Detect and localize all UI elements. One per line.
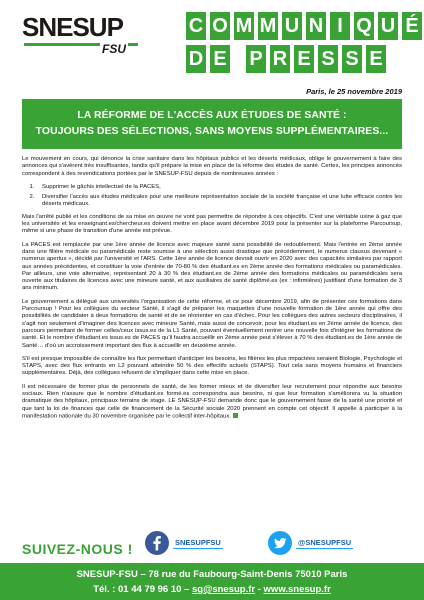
separator: - bbox=[257, 584, 261, 595]
paragraph-flux: S'il est presque impossible de connaître les flux permettant d'anticiper les besoins, les filières les plus impactées seraient Biologie, Psychologie et STAPS, avec des flux entrants en L2 pouvant atteindre 50 % des effectifs actuels (STAPS). Tout cela sans moyens humains et financiers supplémentaires. Déjà, des collègues refusent de s'impliquer dans cette mise en place. bbox=[22, 355, 402, 377]
list-item: 2. Diversifier l'accès aux études médicales pour une meilleure représentation sociale de la société française et une lutte efficace contre les déserts médicaux. bbox=[36, 194, 402, 209]
presse-letter-tile: E bbox=[210, 45, 230, 73]
communique-letter-tile: N bbox=[306, 12, 326, 40]
communique-letter-tile: Q bbox=[354, 12, 374, 40]
paragraph-gouvernement: Le gouvernement a délégué aux universités l'organisation de cette réforme, et ce pour décembre 2019, afin de présenter ces formations dans Parcoursup ! Pour les collègues du secteur Santé, il s'agit de préparer les maquettes d'une nouvelle formation de 1ère année qui offre des possibilités de candidater à deux formations de santé et de se réorienter en cas d'échec. Pour les collègues des autres secteurs disciplinaires, il s'agit non seulement d'imaginer des licences avec mineure Santé, mais aussi de concevoir, pour les étudiant.es en 2ème année de licence, des parcours permettant de former celles/ceux issus.es de la L1 Santé, pouvant éventuellement rentrer une nouvelle fois d'intégrer les formations de santé. Et le nombre d'étudiant.es issus.es de PACES qu'il faudra accueillir en 2ème année peut s'élever à 70 % des étudiant.es de 1ère année de Santé… d'où un accroissement important des flux à accueillir en deuxième année. bbox=[22, 298, 402, 349]
twitter-handle[interactable]: @SNESUPFSU bbox=[298, 537, 352, 547]
communique-letter-tile: U bbox=[378, 12, 398, 40]
word-gap bbox=[234, 45, 242, 73]
presse-letter-tile: P bbox=[246, 45, 266, 73]
communique-letter-tile: M bbox=[234, 12, 254, 40]
presse-letter-tile: S bbox=[318, 45, 338, 73]
press-release-body bbox=[22, 156, 402, 427]
paragraph-intro: Le mouvement en cours, qui dénonce la crise sanitaire dans les hôpitaux publics et les déserts médicaux, oblige le gouvernement à faire des annonces qui s'avèrent très insuffisantes, tandis qu'il prépare la mise en place de la réforme des études de santé. Certes, les principes annoncés correspondent à des revendications portées par le SNESUP-FSU depuis de nombreuses années : bbox=[22, 156, 402, 177]
twitter-link[interactable] bbox=[268, 531, 353, 555]
communique-letter-tile: C bbox=[186, 12, 206, 40]
twitter-icon bbox=[268, 531, 292, 555]
presse-letter-tile: R bbox=[270, 45, 290, 73]
postal-address: SNESUP-FSU – 78 rue du Faubourg-Saint-Denis 75010 Paris bbox=[76, 569, 348, 580]
logo-main-text: SNESUP bbox=[22, 12, 123, 42]
communique-letter-tile: I bbox=[330, 12, 350, 40]
presse-letter-tile: S bbox=[342, 45, 362, 73]
publication-date: Paris, le 25 novembre 2019 bbox=[306, 87, 402, 96]
communique-letter-tile: O bbox=[210, 12, 230, 40]
end-square-icon bbox=[233, 413, 238, 418]
presse-letter-tile: E bbox=[294, 45, 314, 73]
snesup-logo bbox=[22, 12, 140, 64]
phone-number: Tél. : 01 44 79 96 10 – bbox=[93, 584, 190, 595]
logo-fsu-text: FSU bbox=[102, 42, 126, 56]
communique-letter-tile: U bbox=[282, 12, 302, 40]
title-line-1: LA RÉFORME DE L'ACCÈS AUX ÉTUDES DE SANTÉ : bbox=[77, 110, 347, 121]
communique-tiles bbox=[186, 12, 422, 40]
paragraph-conclusion bbox=[22, 384, 402, 421]
contact-line bbox=[0, 584, 424, 595]
communique-letter-tile: M bbox=[258, 12, 278, 40]
follow-us-label: SUIVEZ-NOUS ! bbox=[22, 541, 133, 557]
facebook-handle[interactable]: SNESUPFSU bbox=[175, 537, 221, 547]
demands-list bbox=[22, 184, 402, 209]
presse-letter-tile: D bbox=[186, 45, 206, 73]
paragraph-arrete: Mais l'arrêté publié et les conditions de sa mise en œuvre ne vont pas permettre de répondre à ces objectifs. C'est une véritable usine à gaz que les universités et les enseignant.es/chercheur.es doivent mettre en place avant décembre 2019 pour la présenter sur la plateforme Parcoursup, même si une phase de transition d'une année est prévue. bbox=[22, 213, 402, 235]
website-link[interactable]: www.snesup.fr bbox=[263, 584, 331, 595]
paragraph-paces: La PACES est remplacée par une 1ère année de licence avec majeure santé sans possibilité de redoublement. Mais l'entrée en 2ème année dans une filière médicale ou paramédicale reste soumise à une sélection aussi drastique que précédemment, le numerus clausus devenant « numerus apertus », décidé par l'université et l'ARS. Cette 1ère année de licence devrait ouvrir en 2020 avec des capacités similaires par rapport aux années précédentes, et constituer la voie d'entrée de 70-80 % des étudiant.es en 2ème année des formations médicales ou paramédicales. Par ailleurs, une voie alternative, représentant 20 à 30 % des étudiant.es de 2ème année des formations médicales ou paramédicales sera ouverte aux titulaires de licences avec une mineure santé, et aux auxiliaires de santé diplômé.es (ex : infirmières) justifiant d'une formation de 3 ans minimum. bbox=[22, 241, 402, 292]
title-banner bbox=[22, 99, 402, 149]
email-link[interactable]: sg@snesup.fr bbox=[191, 584, 256, 595]
contact-bar bbox=[0, 563, 424, 600]
social-footer bbox=[0, 527, 424, 563]
presse-letter-tile: E bbox=[366, 45, 386, 73]
presse-tiles bbox=[186, 45, 386, 73]
facebook-icon bbox=[145, 531, 169, 555]
facebook-link[interactable] bbox=[145, 531, 223, 555]
title-line-2: TOUJOURS DES SÉLECTIONS, SANS MOYENS SUPPLÉMENTAIRES... bbox=[35, 126, 389, 137]
conclusion-text: Il est nécessaire de former plus de personnels de santé, de les former mieux et de diversifier leur recrutement pour répondre aux besoins sociaux. Rien n'assure que le nombre d'étudiant.es formé.es correspondra aux besoins, ni que leur formation s'améliorera vu la situation dramatique des hôpitaux, principaux terrains de stage. LE SNESUP-FSU demande donc que le gouvernement fasse de la santé une priorité et que tant la loi de finances que celle de financement de la Sécurité sociale 2020 prennent en compte cet objectif. Il appelle à participer à la manifestation nationale du 30 novembre organisée par le collectif inter-hôpitaux. bbox=[22, 383, 402, 420]
communique-letter-tile: É bbox=[402, 12, 422, 40]
list-item: 1. Supprimer le gâchis intellectuel de la PACES, bbox=[36, 184, 402, 191]
